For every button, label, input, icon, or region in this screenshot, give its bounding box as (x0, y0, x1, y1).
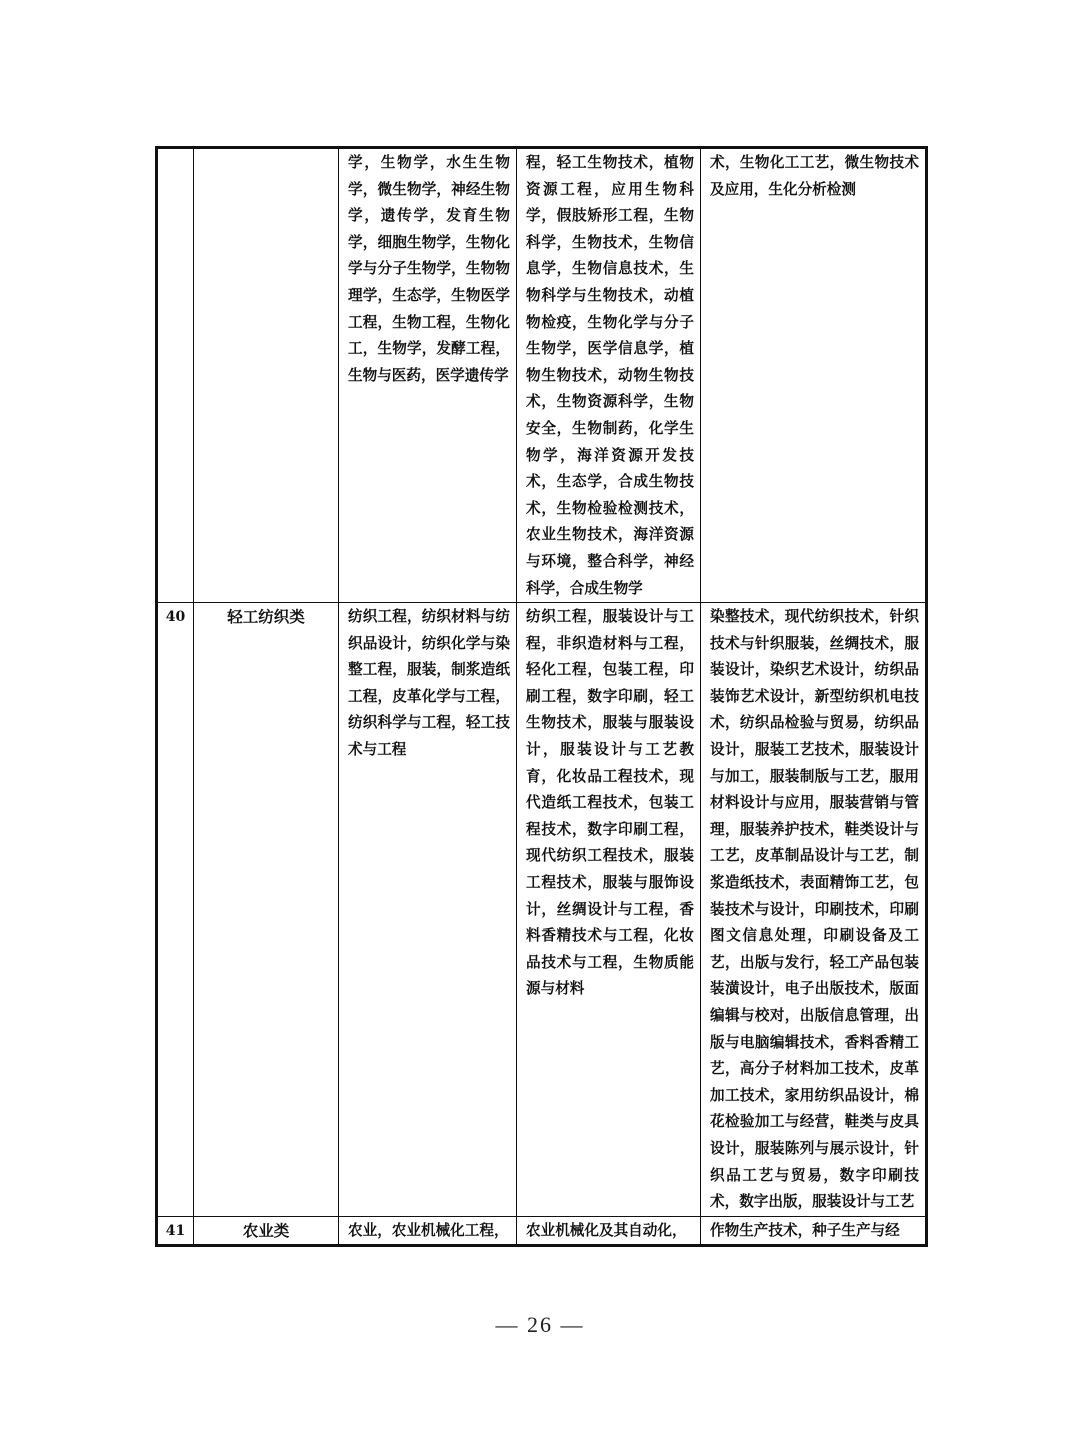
page-number: — 26 — (495, 1312, 585, 1337)
junior-majors-cell: 农业机械化及其自动化， (517, 1216, 701, 1246)
table-row (157, 603, 927, 1217)
row-number-cell: 41 (157, 1216, 194, 1246)
row-number-cell: 40 (157, 603, 194, 1217)
table-row (157, 1216, 927, 1246)
undergrad-majors-cell: 纺织工程，纺织材料与纺织品设计，纺织化学与染整工程，服装，制浆造纸工程，皮革化学与工程，纺织科学与工程，轻工技术与工程 (339, 603, 517, 1217)
undergrad-majors-cell: 农业，农业机械化工程， (339, 1216, 517, 1246)
row-number-cell (157, 148, 194, 603)
vocational-majors-cell: 染整技术，现代纺织技术，针织技术与针织服装，丝绸技术，服装设计，染织艺术设计，纺织品装饰艺术设计，新型纺织机电技术，纺织品检验与贸易，纺织品设计，服装工艺技术，服装设计与加工，服装制版与工艺，服用材料设计与应用，服装营销与管理，服装养护技术，鞋类设计与工艺，皮革制品设计与工艺，制浆造纸技术，表面精饰工艺，包装技术与设计，印刷技术，印刷图文信息处理，印刷设备及工艺，出版与发行，轻工产品包装装潢设计，电子出版技术，版面编辑与校对，出版信息管理，出版与电脑编辑技术，香料香精工艺，高分子材料加工技术，皮革加工技术，家用纺织品设计，棉花检验加工与经营，鞋类与皮具设计，服装陈列与展示设计，针织品工艺与贸易，数字印刷技术，数字出版，服装设计与工艺 (701, 603, 927, 1217)
vocational-majors-cell: 作物生产技术，种子生产与经 (701, 1216, 927, 1246)
junior-majors-cell: 程，轻工生物技术，植物资源工程，应用生物科学，假肢矫形工程，生物科学，生物技术，生物信息学，生物信息技术，生物科学与生物技术，动植物检疫，生物化学与分子生物学，医学信息学，植物生物技术，动物生物技术，生物资源科学，生物安全，生物制药，化学生物学，海洋资源开发技术，生态学，合成生物技术，生物检验检测技术，农业生物技术，海洋资源与环境，整合科学，神经科学，合成生物学 (517, 148, 701, 603)
category-cell (194, 148, 339, 603)
vocational-majors-cell: 术，生物化工工艺，微生物技术及应用，生化分析检测 (701, 148, 927, 603)
category-cell: 轻工纺织类 (194, 603, 339, 1217)
junior-majors-cell: 纺织工程，服装设计与工程，非织造材料与工程，轻化工程，包装工程，印刷工程，数字印刷，轻工生物技术，服装与服装设计，服装设计与工艺教育，化妆品工程技术，现代造纸工程技术，包装工程技术，数字印刷工程，现代纺织工程技术，服装工程技术，服装与服饰设计，丝绸设计与工程，香料香精技术与工程，化妆品技术与工程，生物质能源与材料 (517, 603, 701, 1217)
table-row (157, 148, 927, 603)
undergrad-majors-cell: 学，生物学，水生生物学，微生物学，神经生物学，遗传学，发育生物学，细胞生物学，生物化学与分子生物学，生物物理学，生态学，生物医学工程，生物工程，生物化工，生物学，发酵工程，生物与医药，医学遗传学 (339, 148, 517, 603)
category-cell: 农业类 (194, 1216, 339, 1246)
specialty-table (155, 146, 928, 1247)
